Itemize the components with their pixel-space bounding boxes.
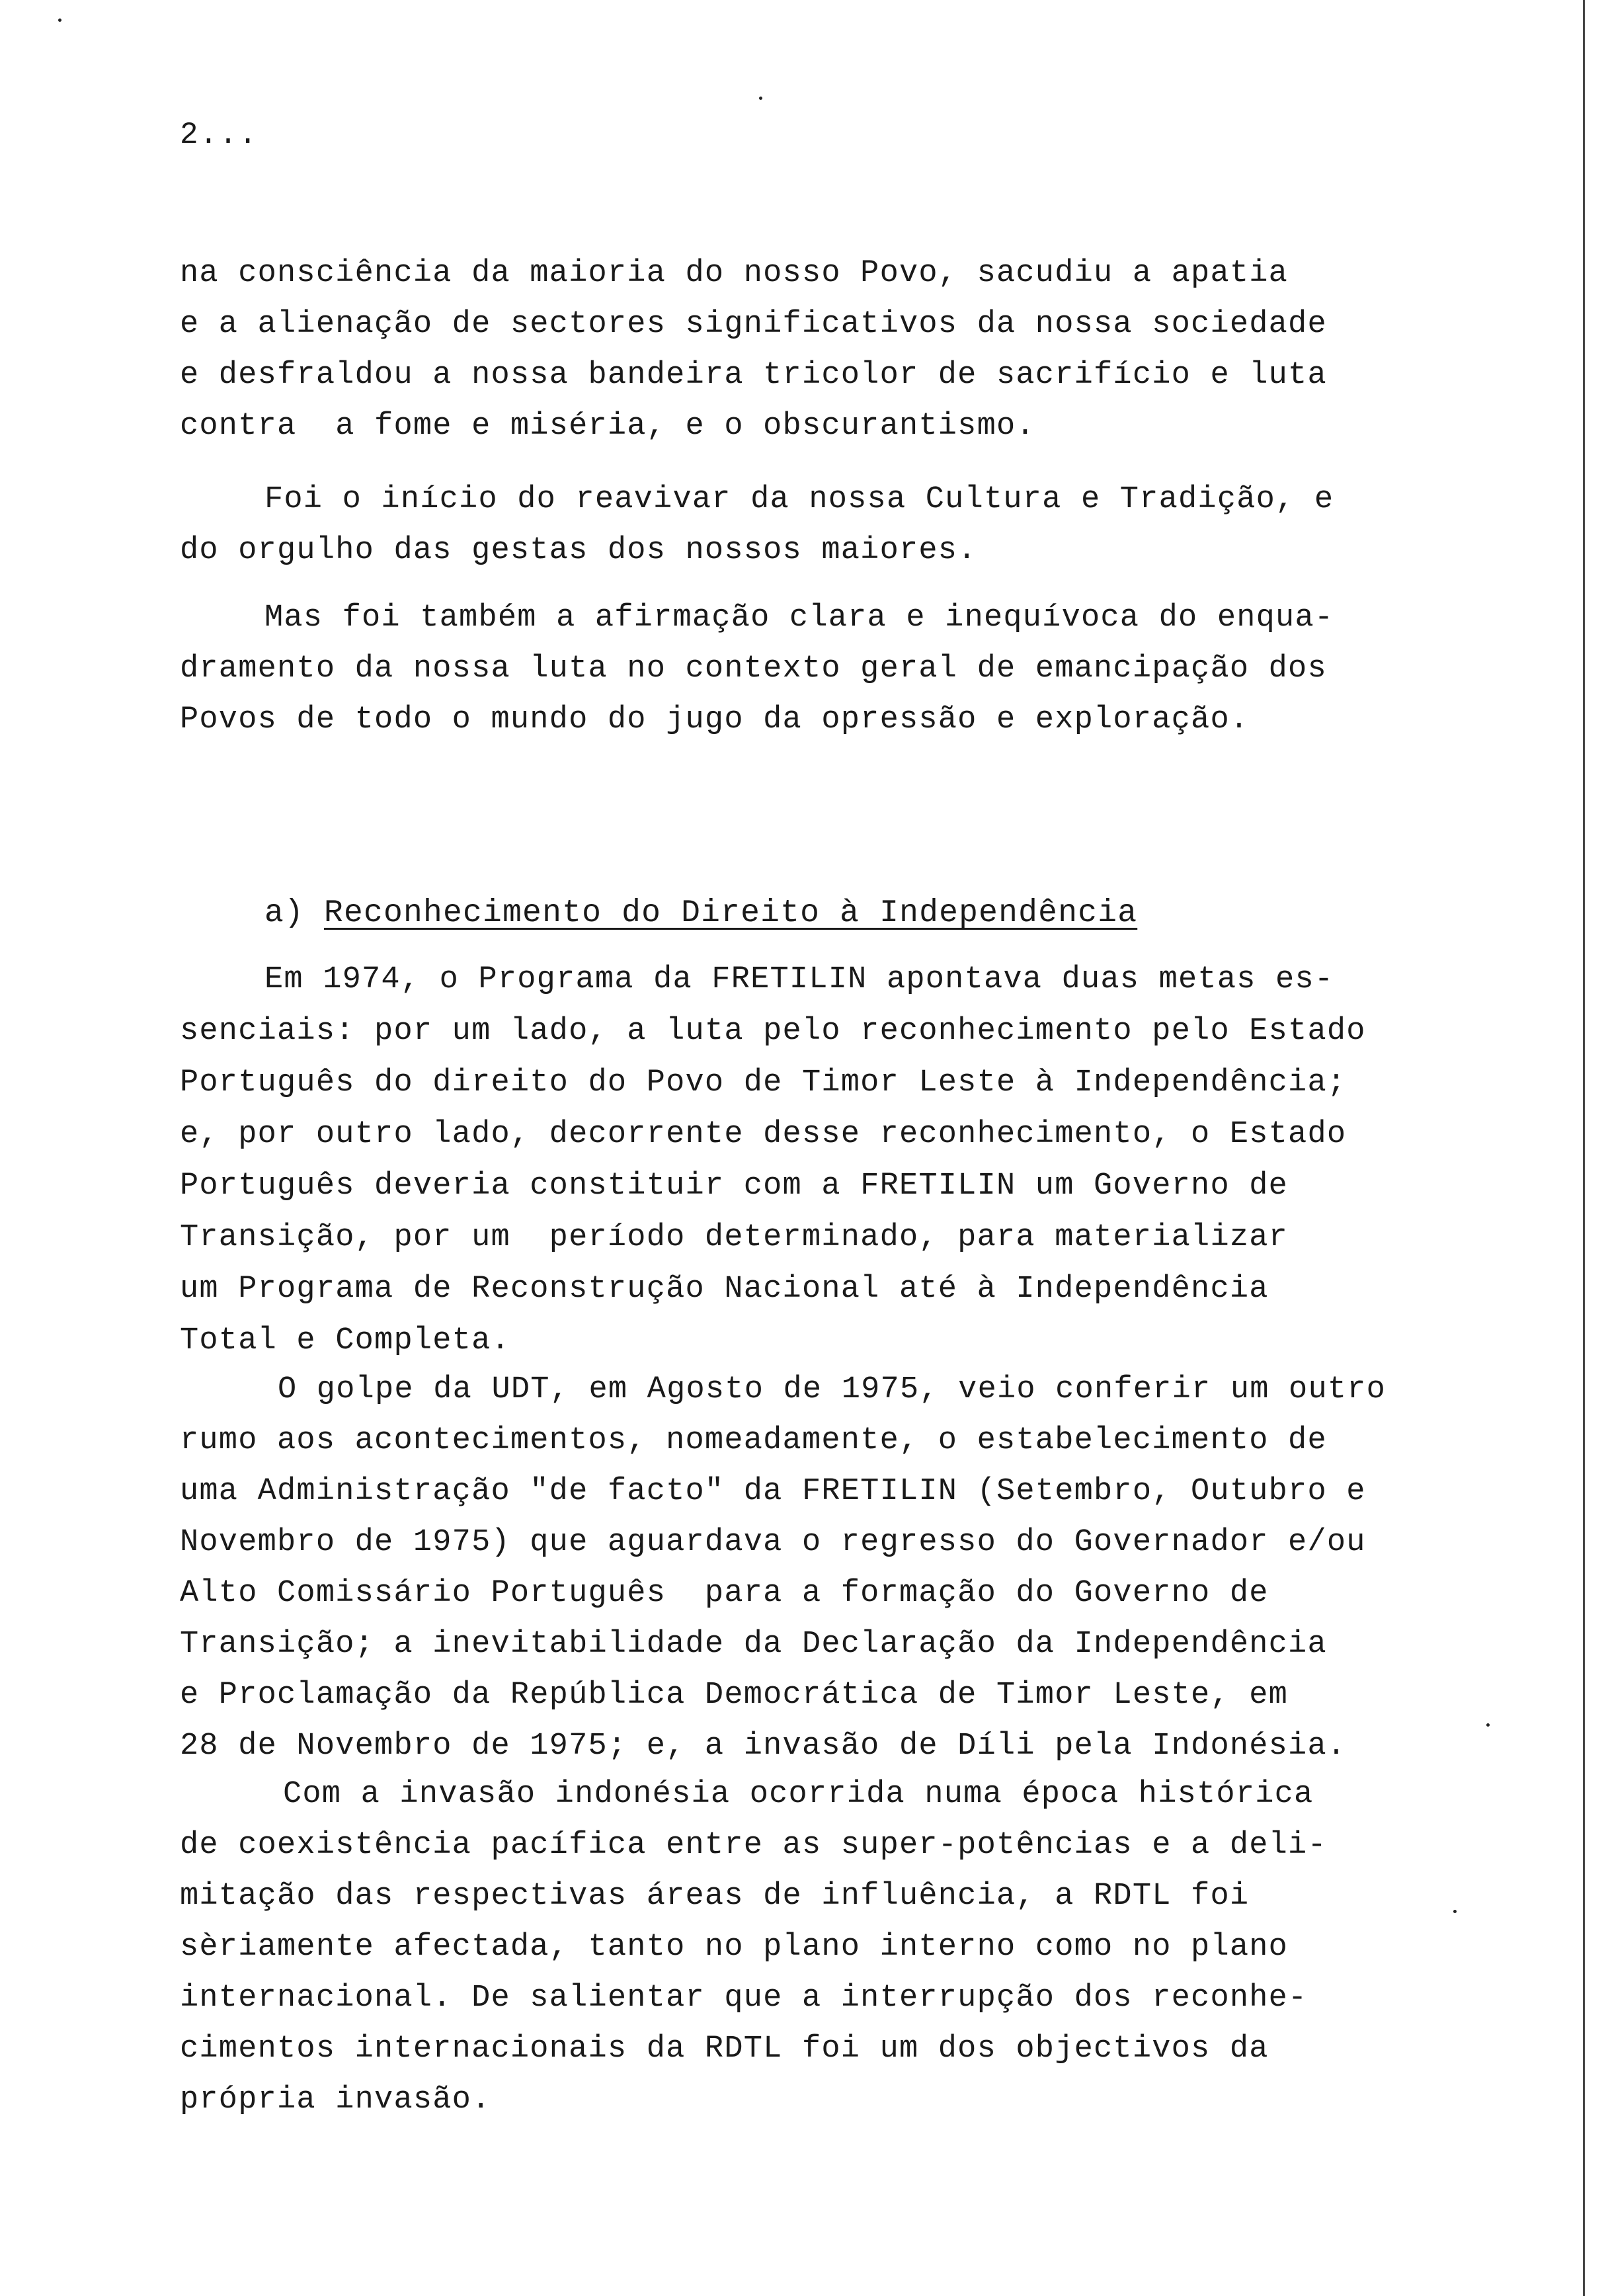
text-line: Com a invasão indonésia ocorrida numa época histórica — [283, 1777, 1314, 1812]
section-title: Reconhecimento do Direito à Independência — [324, 895, 1138, 931]
text-line: Transição, por um período determinado, para materializar — [180, 1220, 1289, 1255]
page-number: 2... — [180, 118, 259, 152]
text-line: um Programa de Reconstrução Nacional até à Independência — [180, 1272, 1269, 1307]
text-line: Povos de todo o mundo do jugo da opressão e exploração. — [180, 702, 1250, 737]
text-line: cimentos internacionais da RDTL foi um dos objectivos da — [180, 2031, 1269, 2067]
text-line: internacional. De salientar que a interrupção dos reconhe- — [180, 1981, 1308, 2016]
text-line: Português deveria constituir com a FRETILIN um Governo de — [180, 1168, 1289, 1204]
scan-speck — [1453, 1910, 1457, 1913]
text-line: própria invasão. — [180, 2082, 491, 2117]
text-line: e Proclamação da República Democrática de Timor Leste, em — [180, 1678, 1289, 1713]
text-line: na consciência da maioria do nosso Povo, sacudiu a apatia — [180, 256, 1289, 291]
text-line: e desfraldou a nossa bandeira tricolor de sacrifício e luta — [180, 358, 1327, 393]
text-line: senciais: por um lado, a luta pelo reconhecimento pelo Estado — [180, 1014, 1366, 1049]
text-line: 28 de Novembro de 1975; e, a invasão de Díli pela Indonésia. — [180, 1729, 1347, 1764]
text-line: Mas foi também a afirmação clara e inequívoca do enqua- — [264, 600, 1334, 636]
text-line: do orgulho das gestas dos nossos maiores. — [180, 533, 977, 568]
text-line: uma Administração "de facto" da FRETILIN (Setembro, Outubro e — [180, 1474, 1366, 1509]
text-line: Novembro de 1975) que aguardava o regresso do Governador e/ou — [180, 1525, 1366, 1560]
scan-speck — [759, 97, 762, 100]
text-line: de coexistência pacífica entre as super-potências e a deli- — [180, 1828, 1327, 1863]
text-line: contra a fome e miséria, e o obscurantismo. — [180, 409, 1035, 444]
scan-edge-line — [1583, 0, 1585, 2296]
text-line: O golpe da UDT, em Agosto de 1975, veio conferir um outro — [278, 1372, 1387, 1407]
section-heading — [264, 895, 1137, 931]
text-line: dramento da nossa luta no contexto geral de emancipação dos — [180, 651, 1327, 686]
text-line: mitação das respectivas áreas de influência, a RDTL foi — [180, 1879, 1250, 1914]
scan-speck — [58, 19, 61, 22]
text-line: Português do direito do Povo de Timor Leste à Independência; — [180, 1065, 1347, 1100]
text-line: rumo aos acontecimentos, nomeadamente, o estabelecimento de — [180, 1423, 1327, 1458]
text-line: e a alienação de sectores significativos da nossa sociedade — [180, 307, 1327, 342]
scan-speck — [1486, 1723, 1490, 1727]
text-line: Alto Comissário Português para a formação do Governo de — [180, 1576, 1269, 1611]
text-line: Total e Completa. — [180, 1323, 510, 1358]
text-line: Foi o início do reavivar da nossa Cultura e Tradição, e — [264, 482, 1334, 517]
section-prefix: a) — [264, 895, 325, 931]
text-line: Em 1974, o Programa da FRETILIN apontava duas metas es- — [264, 962, 1334, 997]
text-line: sèriamente afectada, tanto no plano interno como no plano — [180, 1930, 1289, 1965]
text-line: e, por outro lado, decorrente desse reconhecimento, o Estado — [180, 1117, 1347, 1152]
text-line: Transição; a inevitabilidade da Declaração da Independência — [180, 1627, 1327, 1662]
